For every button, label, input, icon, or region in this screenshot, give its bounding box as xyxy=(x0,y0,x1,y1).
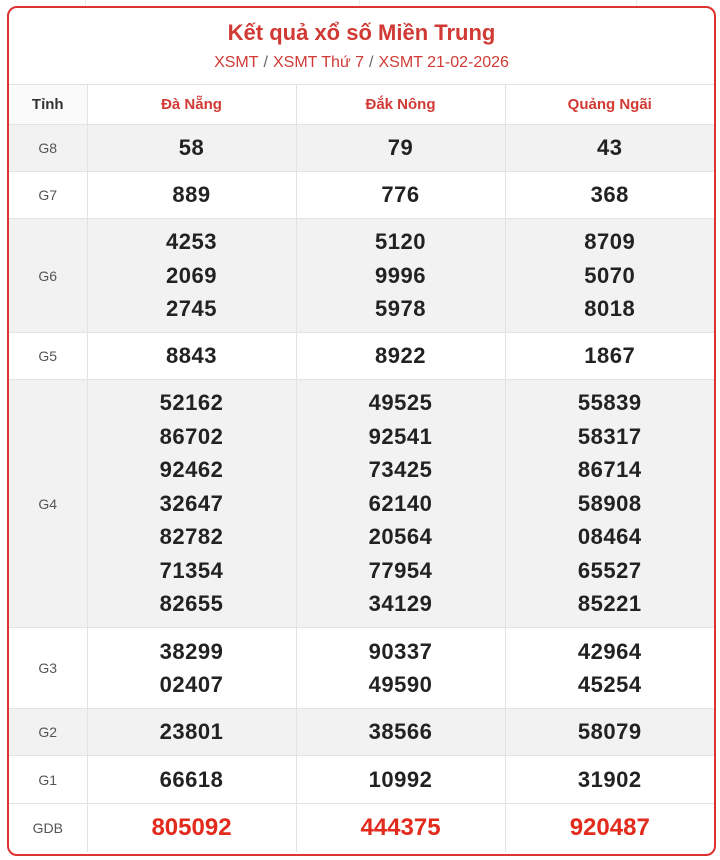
result-row-g3 xyxy=(9,628,714,709)
result-row-g4 xyxy=(9,380,714,628)
result-number: 5978 xyxy=(375,296,426,322)
prize-label: G3 xyxy=(9,628,87,709)
result-cell xyxy=(296,172,505,219)
result-cell xyxy=(505,219,714,333)
result-number: 86702 xyxy=(159,423,224,449)
result-number: 38299 xyxy=(159,638,224,664)
result-cell xyxy=(87,709,296,756)
result-number: 38566 xyxy=(368,719,433,745)
result-number: 368 xyxy=(590,182,629,208)
result-number: 5070 xyxy=(584,262,636,288)
result-number: 92462 xyxy=(159,457,224,483)
result-number: 4253 xyxy=(166,229,217,255)
column-header-dak-nong[interactable]: Đắk Nông xyxy=(296,85,505,125)
result-cell xyxy=(87,628,296,709)
result-number: 08464 xyxy=(577,524,642,550)
link-xsmt-thu-7[interactable]: XSMT Thứ 7 xyxy=(272,54,365,71)
result-number: 776 xyxy=(381,182,420,208)
result-number: 1867 xyxy=(584,343,636,369)
page-title: Kết quả xổ số Miền Trung xyxy=(227,20,496,45)
result-number: 43 xyxy=(597,135,623,161)
results-header xyxy=(9,8,714,84)
result-number: 2069 xyxy=(166,262,217,288)
table-header-row xyxy=(9,85,714,125)
result-cell xyxy=(505,709,714,756)
result-cell xyxy=(505,628,714,709)
column-header-quang-ngai[interactable]: Quảng Ngãi xyxy=(505,85,714,125)
result-number: 31902 xyxy=(577,766,642,792)
results-card xyxy=(7,6,716,856)
link-xsmt-date[interactable]: XSMT 21-02-2026 xyxy=(378,54,509,71)
prize-label: G2 xyxy=(9,709,87,756)
result-number: 52162 xyxy=(159,390,224,416)
result-cell xyxy=(296,804,505,852)
result-cell xyxy=(296,628,505,709)
column-header-tinh: Tỉnh xyxy=(9,85,87,125)
prize-label: G7 xyxy=(9,172,87,219)
result-number: 02407 xyxy=(159,672,224,697)
result-cell xyxy=(505,333,714,380)
result-number: 23801 xyxy=(159,719,224,745)
result-number: 77954 xyxy=(368,557,433,583)
result-number: 8709 xyxy=(584,229,636,255)
result-cell xyxy=(87,756,296,804)
result-number: 58908 xyxy=(577,490,642,516)
result-number: 8922 xyxy=(375,343,426,369)
result-number: 10992 xyxy=(368,766,433,792)
result-cell xyxy=(87,333,296,380)
result-number: 73425 xyxy=(368,457,433,483)
prize-label: G4 xyxy=(9,380,87,628)
prize-label: G5 xyxy=(9,333,87,380)
breadcrumb-separator: / xyxy=(369,54,374,71)
results-body xyxy=(9,125,714,852)
result-number: 58079 xyxy=(577,719,642,745)
result-number: 45254 xyxy=(577,672,642,697)
result-number: 889 xyxy=(172,182,211,208)
result-row-g7 xyxy=(9,172,714,219)
result-number: 86714 xyxy=(577,457,642,483)
special-prize-number: 444375 xyxy=(360,813,441,841)
result-number: 55839 xyxy=(577,390,642,416)
result-cell xyxy=(296,219,505,333)
result-cell xyxy=(505,804,714,852)
result-cell xyxy=(87,219,296,333)
result-cell xyxy=(505,172,714,219)
breadcrumb-separator: / xyxy=(263,54,268,71)
result-number: 79 xyxy=(387,135,414,161)
result-number: 85221 xyxy=(577,591,642,617)
result-number: 8018 xyxy=(584,296,636,322)
result-row-g1 xyxy=(9,756,714,804)
result-number: 82655 xyxy=(159,591,224,617)
result-cell xyxy=(87,804,296,852)
result-number: 49590 xyxy=(368,672,433,697)
result-number: 71354 xyxy=(159,557,224,583)
result-number: 9996 xyxy=(375,262,426,288)
result-cell xyxy=(296,756,505,804)
result-row-g6 xyxy=(9,219,714,333)
result-number: 49525 xyxy=(368,390,433,416)
result-number: 8843 xyxy=(166,343,217,369)
result-number: 62140 xyxy=(368,490,433,516)
result-number: 58 xyxy=(178,135,205,161)
result-cell xyxy=(296,333,505,380)
result-number: 90337 xyxy=(368,638,433,664)
result-number: 66618 xyxy=(159,766,224,792)
link-xsmt[interactable]: XSMT xyxy=(214,54,259,71)
result-cell xyxy=(87,380,296,628)
result-cell xyxy=(296,125,505,172)
prize-label: G8 xyxy=(9,125,87,172)
special-prize-number: 920487 xyxy=(569,813,650,841)
prize-label: G6 xyxy=(9,219,87,333)
result-number: 5120 xyxy=(375,229,426,255)
result-row-g2 xyxy=(9,709,714,756)
special-prize-number: 805092 xyxy=(151,813,232,841)
breadcrumb xyxy=(9,52,714,74)
result-row-gdb xyxy=(9,804,714,852)
result-number: 20564 xyxy=(368,524,433,550)
prize-label: GDB xyxy=(9,804,87,852)
prize-label: G1 xyxy=(9,756,87,804)
results-table xyxy=(9,84,714,852)
result-row-g5 xyxy=(9,333,714,380)
result-number: 65527 xyxy=(577,557,642,583)
result-cell xyxy=(505,380,714,628)
result-cell xyxy=(296,709,505,756)
result-cell xyxy=(87,172,296,219)
column-header-da-nang[interactable]: Đà Nẵng xyxy=(87,85,296,125)
result-number: 34129 xyxy=(368,591,433,617)
result-cell xyxy=(505,125,714,172)
result-number: 32647 xyxy=(159,490,224,516)
result-number: 92541 xyxy=(368,423,433,449)
result-number: 42964 xyxy=(577,638,642,664)
result-row-g8 xyxy=(9,125,714,172)
result-number: 2745 xyxy=(166,296,217,322)
result-cell xyxy=(87,125,296,172)
result-cell xyxy=(505,756,714,804)
result-cell xyxy=(296,380,505,628)
result-number: 82782 xyxy=(159,524,224,550)
result-number: 58317 xyxy=(577,423,642,449)
